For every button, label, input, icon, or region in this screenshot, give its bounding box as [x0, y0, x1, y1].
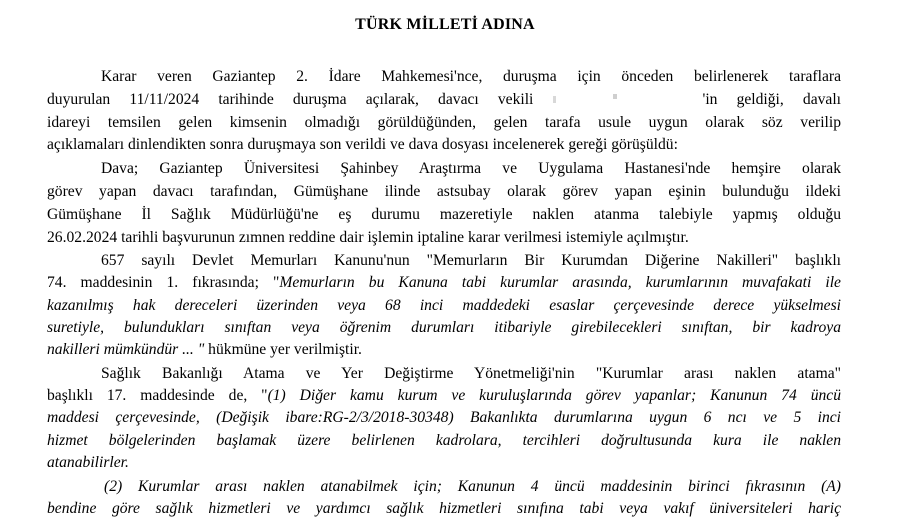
paragraph-1-line-3: idareyi temsilen gelen kimsenin olmadığı görüldüğünden, gelen tarafa usule uygun olarak söz verilip [47, 114, 841, 131]
paragraph-3-line-2-text-a: 74. maddesinin 1. fıkrasında; " [47, 274, 280, 291]
paragraph-4-line-3: maddesi çerçevesinde, (Değişik ibare:RG-2/3/2018-30348) Bakanlıkta durumlarına uygun 6 ncı ve 5 inci [47, 409, 841, 426]
paragraph-1-line-4: açıklamaları dinlendikten sonra duruşmaya son verildi ve dava dosyası incelenerek gereği görüşüldü: [47, 136, 678, 153]
paragraph-2-line-3: Gümüşhane İl Sağlık Müdürlüğü'ne eş durumu mazeretiyle naklen atanma talebiyle yapmış olduğu [47, 206, 841, 223]
paragraph-3-line-1: 657 sayılı Devlet Memurları Kanunu'nun "Memurların Bir Kurumdan Diğerine Nakilleri" başlıklı [101, 252, 841, 269]
paragraph-3-line-5-quote-end: nakilleri mümkündür ... " [47, 341, 205, 358]
paragraph-4-line-1: Sağlık Bakanlığı Atama ve Yer Değiştirme Yönetmeliği'nin "Kurumlar arası naklen atama" [101, 365, 841, 382]
quote-regulation-17: (1) Diğer kamu kurum ve kuruluşlarında görev yapanlar; Kanunun 74 üncü [267, 387, 842, 404]
paragraph-5-line-1: (2) Kurumlar arası naklen atanabilmek için; Kanunun 4 üncü maddesinin birinci fıkrasının (A) [104, 478, 841, 495]
paragraph-3-line-3: kazanılmış hak dereceleri üzerinden veya 68 inci maddedeki esaslar çerçevesinde derece yükselmesi [47, 297, 841, 314]
redacted-name [553, 94, 703, 106]
document-title: TÜRK MİLLETİ ADINA [355, 16, 535, 33]
paragraph-4-line-2 [47, 386, 841, 405]
quote-law-74: Memurların bu Kanuna tabi kurumlar arasında, kurumlarının muvafakati ile [279, 274, 841, 291]
paragraph-1-line-1: Karar veren Gaziantep 2. İdare Mahkemesi'nce, duruşma için önceden belirlenerek taraflara [101, 68, 841, 85]
paragraph-5-line-2: bendine göre sağlık hizmetleri ve yardımcı sağlık hizmetleri sınıfına tabi veya vakıf üniversiteleri hariç [47, 500, 841, 517]
paragraph-1-line-2-text-b: 'in geldiği, davalı [702, 91, 841, 108]
paragraph-3-line-5-text: hükmüne yer verilmiştir. [204, 341, 362, 358]
paragraph-1-line-2 [47, 90, 841, 109]
paragraph-2-line-2: görev yapan davacı tarafından, Gümüşhane ilinde astsubay olarak görev yapan eşinin bulunduğu ildeki [47, 183, 841, 200]
paragraph-1-line-2-text-a: duyurulan 11/11/2024 tarihinde duruşma açılarak, davacı vekili [47, 91, 534, 108]
paragraph-2-line-4: 26.02.2024 tarihli başvurunun zımnen reddine dair işlemin iptaline karar verilmesi istemiyle açılmıştır. [47, 229, 689, 246]
paragraph-4-line-4: hizmet bölgelerinden başlamak üzere belirlenen kadrolara, tercihleri doğrultusunda kura ile naklen [47, 432, 841, 449]
paragraph-4-line-2-text-a: başlıklı 17. maddesinde de, " [47, 387, 268, 404]
paragraph-3-line-5 [47, 340, 841, 359]
paragraph-4-line-5: atanabilirler. [47, 454, 129, 471]
paragraph-3-line-4: suretiyle, bulundukları sınıftan veya öğrenim durumları itibariyle girebilecekleri sınıftan, bir kadroya [47, 319, 841, 336]
paragraph-2-line-1: Dava; Gaziantep Üniversitesi Şahinbey Araştırma ve Uygulama Hastanesi'nde hemşire olarak [101, 160, 841, 177]
paragraph-3-line-2 [47, 273, 841, 292]
